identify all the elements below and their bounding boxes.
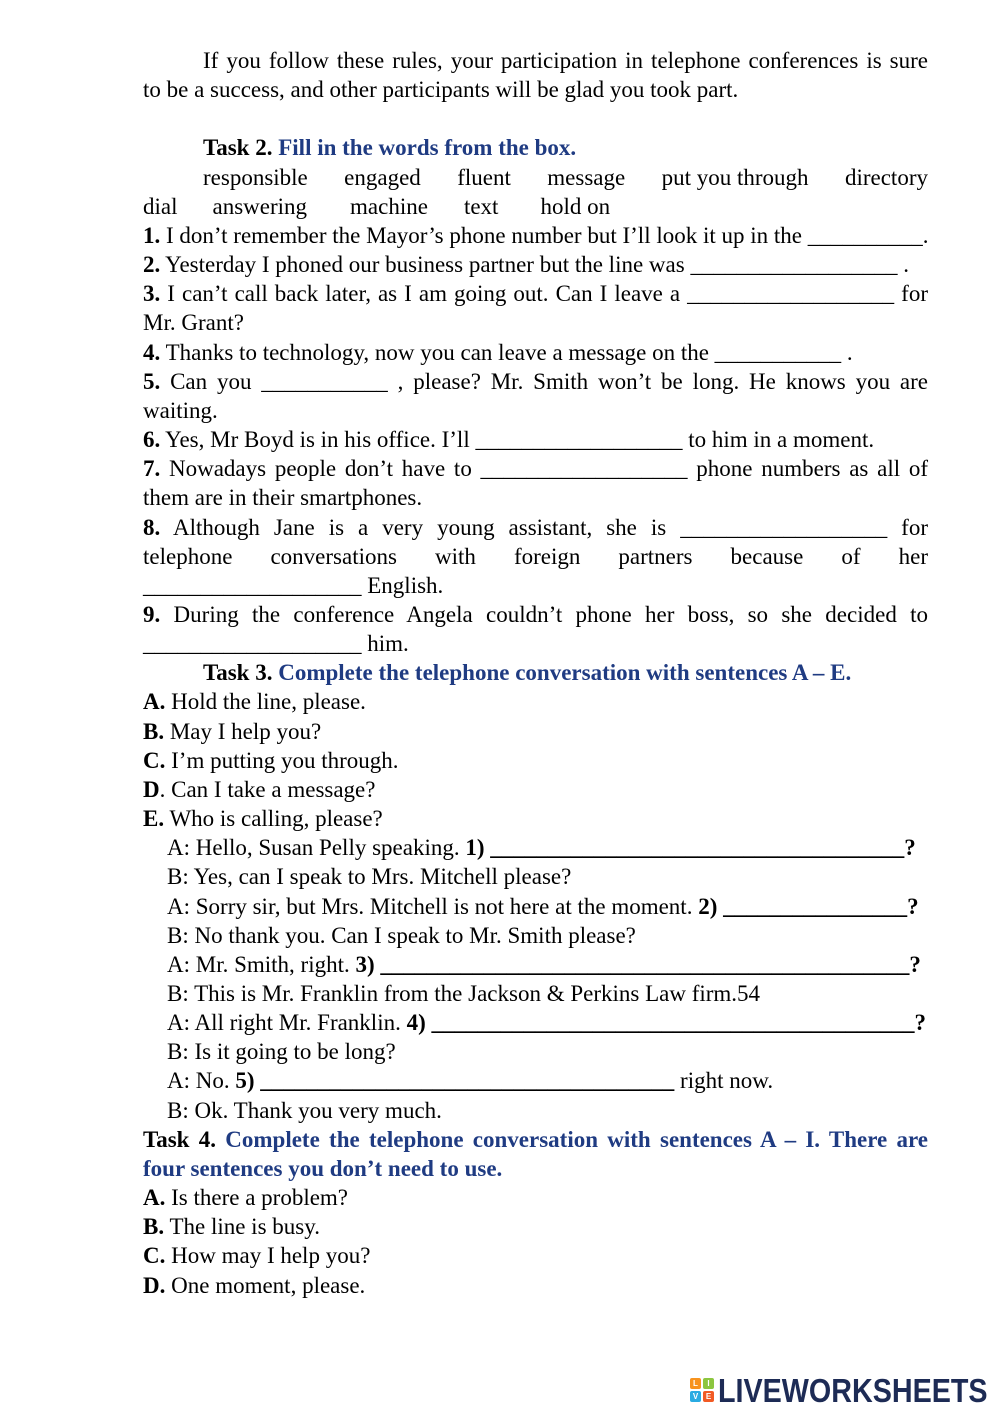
dialogue-text: A: All right Mr. Franklin. — [167, 1010, 401, 1036]
task2-item-7 — [143, 454, 928, 483]
task2-item-5 — [143, 367, 928, 396]
logo-icon-cell: L — [690, 1378, 701, 1389]
dialogue-line-5 — [143, 950, 928, 979]
dialogue-gap[interactable]: 4) __________________________________________? — [406, 1010, 927, 1036]
dialogue-line-1 — [143, 833, 928, 862]
item-text: I don’t remember the Mayor’s phone number but I’ll look it up in the __________. — [166, 222, 929, 248]
option-text: The line is busy. — [169, 1214, 320, 1240]
dialogue-text: B: Ok. Thank you very much. — [167, 1097, 442, 1123]
dialogue-line-7 — [143, 1008, 928, 1037]
item-number: 3. — [143, 281, 161, 307]
task2-item-9 — [143, 600, 928, 629]
task4-instruction: four sentences you don’t need to use. — [143, 1155, 503, 1181]
option-letter: C. — [143, 747, 166, 773]
blank-spacer — [143, 104, 928, 133]
task2-item-7-cont: them are in their smartphones. — [143, 485, 423, 511]
task2-instruction: Fill in the words from the box. — [278, 135, 577, 161]
task2-item-9-cont: ___________________ him. — [143, 631, 409, 657]
item-number: 9. — [143, 601, 161, 627]
task2-item-3-cont: Mr. Grant? — [143, 310, 244, 336]
item-number: 7. — [143, 456, 161, 482]
word-box-item: put you through — [661, 164, 809, 190]
task3-label: Task 3. — [203, 660, 273, 686]
word-box-row-1 — [143, 163, 928, 192]
word-box-item: responsible — [203, 164, 308, 190]
dialogue-gap[interactable]: 3) ______________________________________________? — [355, 951, 921, 977]
item-text: During the conference Angela couldn’t phone her boss, so she decided to — [173, 601, 928, 627]
task2-item-8-cont: ___________________ English. — [143, 572, 444, 598]
item-text: Can you ___________ , please? Mr. Smith won’t be long. He knows you are — [170, 368, 929, 394]
option-text: Hold the line, please. — [171, 689, 366, 715]
dialogue-text: right now. — [680, 1068, 774, 1094]
word-box-item: text — [463, 193, 499, 219]
word-box-item: hold on — [540, 193, 611, 219]
word-box-item: directory — [844, 164, 928, 190]
item-number: 5. — [143, 368, 161, 394]
task2-item-1 — [143, 221, 928, 250]
option-letter: A. — [143, 689, 166, 715]
liveworksheets-logo-icon — [690, 1378, 714, 1402]
task4-option-b — [143, 1212, 928, 1241]
option-letter: D. — [143, 1272, 166, 1298]
word-box-row-2 — [143, 192, 928, 221]
task4-label: Task 4. — [143, 1126, 216, 1152]
item-text: Although Jane is a very young assistant, she is __________________ for — [172, 514, 928, 540]
dialogue-line-2 — [143, 862, 928, 891]
task2-label: Task 2. — [203, 135, 273, 161]
dialogue-line-10 — [143, 1096, 928, 1125]
dialogue-gap[interactable]: 1) ____________________________________? — [465, 835, 916, 861]
liveworksheets-logo-text: LIVEWORKSHEETS — [718, 1372, 988, 1409]
dialogue-line-8 — [143, 1037, 928, 1066]
task4-option-c — [143, 1241, 928, 1270]
task4-option-d — [143, 1271, 928, 1300]
intro-line-1: If you follow these rules, your participation in telephone conferences is sure — [203, 48, 928, 73]
word-box-item: engaged — [344, 164, 421, 190]
task3-option-b — [143, 717, 928, 746]
option-letter: A. — [143, 1185, 166, 1211]
logo-icon-cell: I — [703, 1378, 714, 1389]
item-number: 2. — [143, 252, 161, 278]
dialogue-line-9 — [143, 1066, 928, 1095]
item-number: 1. — [143, 222, 161, 248]
item-number: 4. — [143, 339, 161, 365]
intro-line-2: to be a success, and other participants will be glad you took part. — [143, 77, 739, 103]
item-text: Yesterday I phoned our business partner but the line was __________________ . — [165, 252, 909, 278]
item-number: 6. — [143, 427, 161, 453]
task3-instruction: Complete the telephone conversation with sentences A – E. — [278, 660, 852, 686]
task2-heading — [143, 133, 928, 162]
task2-item-5-cont: waiting. — [143, 397, 218, 423]
dialogue-gap[interactable]: 2) ________________? — [698, 893, 919, 919]
dialogue-text: B: This is Mr. Franklin from the Jackson & Perkins Law firm.54 — [167, 981, 761, 1006]
item-text: Thanks to technology, now you can leave a message on the ___________ . — [165, 339, 853, 365]
task4-heading — [143, 1125, 928, 1154]
dialogue-text: B: Yes, can I speak to Mrs. Mitchell please? — [167, 864, 572, 890]
option-text: I’m putting you through. — [171, 747, 399, 773]
dialogue-text: A: Sorry sir, but Mrs. Mitchell is not here at the moment. — [167, 893, 693, 919]
dialogue-gap[interactable]: 5) ____________________________________ — [235, 1068, 675, 1094]
task2-item-8 — [143, 513, 928, 542]
dialogue-line-4 — [143, 921, 928, 950]
task3-heading — [143, 658, 928, 687]
word-box-item: answering — [212, 193, 308, 219]
option-letter: E. — [143, 806, 165, 832]
logo-icon-cell: E — [703, 1391, 714, 1402]
task4-instruction: Complete the telephone conversation with sentences A – I. There are — [225, 1126, 928, 1152]
word-box-item: dial — [143, 193, 178, 219]
option-letter: C. — [143, 1243, 166, 1269]
option-text: May I help you? — [169, 718, 322, 744]
item-text: Yes, Mr Boyd is in his office. I’ll __________________ to him in a moment. — [165, 427, 875, 453]
word-box-item: fluent — [457, 164, 511, 190]
option-text: . Can I take a message? — [159, 776, 376, 802]
task3-option-d — [143, 775, 928, 804]
dialogue-text: A: Hello, Susan Pelly speaking. — [167, 835, 460, 861]
task2-item-8-cont: telephone conversations with foreign partners because of her — [143, 543, 928, 569]
task2-item-6 — [143, 425, 928, 454]
option-letter: B. — [143, 1214, 165, 1240]
item-text: I can’t call back later, as I am going out. Can I leave a __________________ for — [167, 281, 929, 307]
task3-option-e — [143, 804, 928, 833]
dialogue-line-6 — [143, 979, 928, 1008]
task2-item-3 — [143, 279, 928, 308]
item-text: Nowadays people don’t have to __________________ phone numbers as all of — [169, 456, 929, 482]
option-letter: D — [143, 776, 160, 802]
logo-icon-cell: V — [690, 1391, 701, 1402]
word-box-item: message — [547, 164, 626, 190]
option-text: How may I help you? — [171, 1243, 371, 1269]
task3-option-a — [143, 687, 928, 716]
option-letter: B. — [143, 718, 165, 744]
option-text: One moment, please. — [171, 1272, 366, 1298]
dialogue-text: A: Mr. Smith, right. — [167, 951, 350, 977]
worksheet-page — [143, 46, 928, 1300]
dialogue-text: A: No. — [167, 1068, 230, 1094]
item-number: 8. — [143, 514, 161, 540]
dialogue-line-3 — [143, 892, 928, 921]
option-text: Is there a problem? — [171, 1185, 349, 1211]
task2-item-4 — [143, 338, 928, 367]
dialogue-text: B: Is it going to be long? — [167, 1039, 396, 1065]
option-text: Who is calling, please? — [169, 806, 383, 832]
task4-heading-cont — [143, 1154, 928, 1183]
word-box-item: machine — [350, 193, 428, 219]
task3-option-c — [143, 746, 928, 775]
task2-item-2 — [143, 250, 928, 279]
task4-option-a — [143, 1183, 928, 1212]
dialogue-text: B: No thank you. Can I speak to Mr. Smith please? — [167, 922, 636, 948]
